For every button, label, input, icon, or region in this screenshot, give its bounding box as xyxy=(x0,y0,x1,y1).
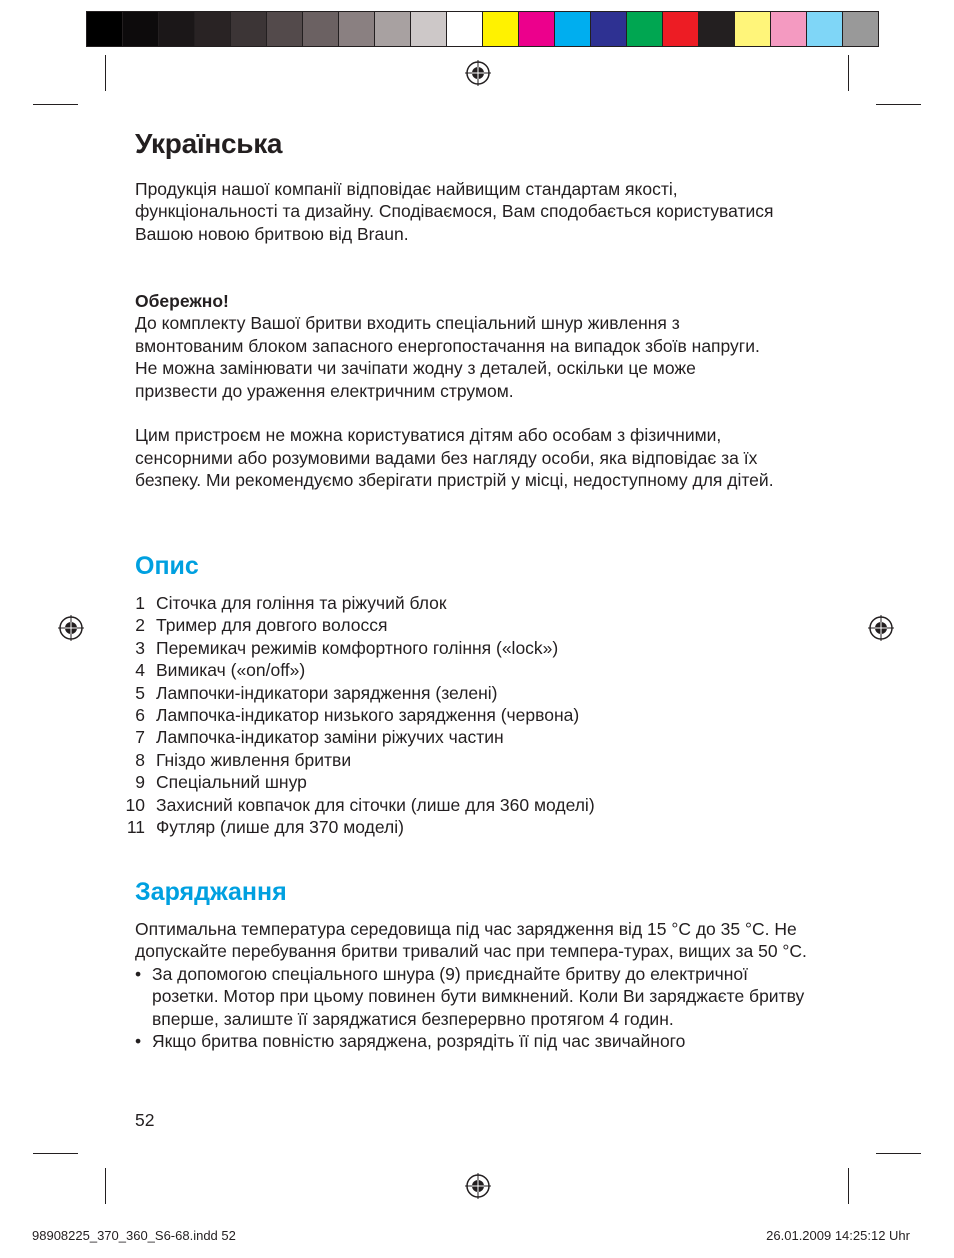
list-item-number: 6 xyxy=(135,705,145,726)
list-item-number: 7 xyxy=(135,727,145,748)
color-calibration-bar xyxy=(482,11,878,47)
crop-mark xyxy=(33,1153,78,1154)
list-item-number: 4 xyxy=(135,660,145,681)
list-item-number: 10 xyxy=(125,794,145,815)
gray-swatch xyxy=(302,11,339,47)
registration-mark-icon xyxy=(465,60,491,86)
list-item-number: 9 xyxy=(135,772,145,793)
charging-section xyxy=(135,918,825,1052)
list-item xyxy=(121,794,811,816)
warning-heading: Обережно! xyxy=(135,291,229,311)
crop-mark xyxy=(876,104,921,105)
list-item xyxy=(121,592,811,614)
list-item-text: Перемикач режимів комфортного гоління («lock») xyxy=(156,637,559,658)
gray-swatch xyxy=(122,11,159,47)
registration-mark-icon xyxy=(465,1173,491,1199)
list-item xyxy=(121,816,811,838)
parts-list-section xyxy=(121,592,811,838)
list-item-text: Футляр (лише для 370 моделі) xyxy=(156,817,404,838)
list-item xyxy=(121,637,811,659)
color-swatch xyxy=(662,11,699,47)
description-heading: Опис xyxy=(135,552,199,580)
gray-swatch xyxy=(86,11,123,47)
intro-paragraph: Продукція нашої компанії відповідає найвищим стандартам якості, функціональності та дизайну. Сподіваємося, Вам сподобається користуватися Вашою новою бритвою від Braun. xyxy=(135,179,774,244)
registration-mark-icon xyxy=(58,615,84,641)
safety-paragraph: Цим пристроєм не можна користуватися дітям або особам з фізичними, сенсорними або розумовими вадами без нагляду особи, яка відповідає за їх безпеку. Ми рекомендуємо зберігати пристрій у місці, недоступному для дітей. xyxy=(135,425,774,491)
page-number: 52 xyxy=(135,1110,155,1130)
timestamp: 26.01.2009 14:25:12 Uhr xyxy=(766,1228,910,1243)
color-swatch xyxy=(482,11,519,47)
crop-mark xyxy=(848,1168,849,1204)
intro-section xyxy=(135,178,825,245)
file-info: 98908225_370_360_S6-68.indd 52 xyxy=(32,1228,236,1243)
charging-bullets xyxy=(135,963,815,1053)
color-swatch xyxy=(554,11,591,47)
list-item xyxy=(121,704,811,726)
color-swatch xyxy=(806,11,843,47)
list-item-text: Тример для довгого волосся xyxy=(156,615,388,636)
crop-mark xyxy=(848,55,849,91)
color-swatch xyxy=(518,11,555,47)
gray-swatch xyxy=(338,11,375,47)
list-item xyxy=(121,614,811,636)
list-item-number: 3 xyxy=(135,637,145,658)
warning-section xyxy=(135,290,825,492)
crop-mark xyxy=(33,104,78,105)
list-item-text: Лампочки-індикатори зарядження (зелені) xyxy=(156,682,498,703)
list-item-number: 11 xyxy=(126,817,145,838)
list-item-number: 2 xyxy=(135,615,145,636)
list-item-text: Гніздо живлення бритви xyxy=(156,749,352,770)
warning-paragraph: До комплекту Вашої бритви входить спеціальний шнур живлення з вмонтованим блоком запасного енергопостачання на випадок збоїв напруги. Не можна замінювати чи зачіпати жодну з деталей, оскільки це може призвести до ураження електричним струмом. xyxy=(135,313,760,401)
page-title: Українська xyxy=(135,128,283,159)
charging-heading: Заряджання xyxy=(135,878,287,906)
gray-swatch xyxy=(194,11,231,47)
crop-mark xyxy=(105,1168,106,1204)
bullet-item: • За допомогою спеціального шнура (9) приєднайте бритву до електричної розетки. Мотор при цьому повинен бути вимкнений. Коли Ви заряджаєте бритву вперше, залиште її заряджатися безперервно протягом 4 годин. xyxy=(135,963,815,1030)
gray-swatch xyxy=(230,11,267,47)
list-item-number: 1 xyxy=(135,593,145,613)
grayscale-calibration-bar xyxy=(86,11,482,47)
bullet-item: • Якщо бритва повністю заряджена, розрядіть її під час звичайного xyxy=(135,1030,815,1052)
list-item-text: Лампочка-індикатор заміни ріжучих частин xyxy=(156,727,504,748)
list-item-number: 5 xyxy=(135,682,145,703)
charging-intro: Оптимальна температура середовища під час зарядження від 15 °C до 35 °C. Не допускайте перебування бритви тривалий час при темпера-турах, вищих за 50 °C. xyxy=(135,919,807,962)
gray-swatch xyxy=(446,11,483,47)
list-item xyxy=(121,682,811,704)
list-item-text: Спеціальний шнур xyxy=(156,772,307,793)
color-swatch xyxy=(626,11,663,47)
color-swatch xyxy=(698,11,735,47)
color-swatch xyxy=(842,11,879,47)
list-item xyxy=(121,749,811,771)
list-item-text: Захисний ковпачок для сіточки (лише для 360 моделі) xyxy=(156,794,595,815)
list-item xyxy=(121,726,811,748)
crop-mark xyxy=(105,55,106,91)
list-item-text: Вимикач («on/off») xyxy=(156,660,306,681)
crop-mark xyxy=(876,1153,921,1154)
registration-mark-icon xyxy=(868,615,894,641)
list-item-number: 8 xyxy=(135,749,145,770)
list-item xyxy=(121,771,811,793)
list-item xyxy=(121,659,811,681)
gray-swatch xyxy=(374,11,411,47)
list-item-text: Сіточка для гоління та ріжучий блок xyxy=(156,593,447,613)
color-swatch xyxy=(770,11,807,47)
color-swatch xyxy=(590,11,627,47)
gray-swatch xyxy=(410,11,447,47)
color-swatch xyxy=(734,11,771,47)
gray-swatch xyxy=(266,11,303,47)
gray-swatch xyxy=(158,11,195,47)
list-item-text: Лампочка-індикатор низького зарядження (червона) xyxy=(156,705,580,726)
parts-list xyxy=(121,592,811,838)
